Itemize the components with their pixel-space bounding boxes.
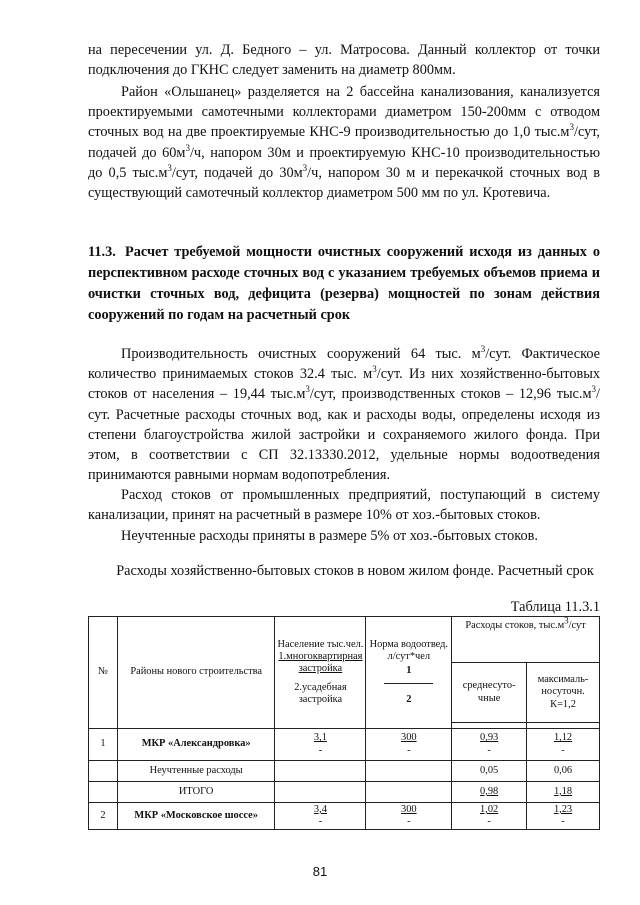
- table-number: Таблица 11.3.1: [510, 599, 600, 615]
- header-flow-title: Расходы стоков, тыс.м: [465, 620, 565, 631]
- text-segment: /сут. Из них хозяйственно-бытовых стоков от населения – 19,44 тыс.м: [88, 366, 600, 403]
- table-row: [89, 761, 600, 782]
- page-number: 81: [312, 864, 328, 879]
- superscript: 3: [480, 344, 486, 355]
- header-norm-title: Норма водоотвед. л/сут*чел: [369, 638, 449, 662]
- paragraph-text: на пересечении ул. Д. Бедного – ул. Матросова. Данный коллектор от точки подключения до ГКНС следует заменить на диаметр 800мм.: [88, 42, 600, 79]
- value: -: [561, 816, 565, 828]
- row-norm: [366, 803, 452, 830]
- paragraph-text: Расход стоков от промышленных предприятий, поступающий в систему канализации, принят на расчетный в размере 10% от хоз.-бытовых стоков.: [88, 487, 600, 524]
- paragraph-industrial: [88, 485, 600, 525]
- row-maximum: 0,06: [527, 761, 600, 782]
- row-population: [275, 803, 366, 830]
- text-segment: /сут, подачей до 30м: [171, 164, 303, 181]
- value: -: [487, 744, 491, 756]
- value: 1,12: [553, 732, 573, 744]
- text-segment: Район «Ольшанец» разделяется на 2 бассейна канализования, канализуется проектируемыми самотечными коллекторами диаметром 150-200мм с отводом сточных вод на две проектируемые КНС-9 производительностью до 1,0 тыс.м: [88, 84, 600, 141]
- paragraph-olshanets: [88, 82, 600, 203]
- header-norm-2: 2: [406, 694, 412, 706]
- table-caption: Расходы хозяйственно-бытовых стоков в новом жилом фонде. Расчетный срок: [116, 563, 594, 579]
- value: -: [407, 816, 411, 828]
- value: 0,93: [480, 732, 499, 744]
- header-flow: [452, 617, 600, 663]
- value: -: [487, 816, 491, 828]
- header-pop-title: Население тыс.чел.: [277, 638, 364, 650]
- row-maximum: [527, 803, 600, 830]
- paragraph-collector: [88, 40, 600, 80]
- superscript: 3: [302, 163, 308, 174]
- header-district: Районы нового строительства: [117, 617, 275, 729]
- value: -: [318, 744, 323, 756]
- row-population: [275, 729, 366, 761]
- superscript: 3: [569, 122, 574, 133]
- value: -: [318, 816, 323, 828]
- row-average: 0,05: [452, 761, 527, 782]
- row-district: ИТОГО: [117, 782, 275, 803]
- table-header-row: [89, 617, 600, 663]
- header-pop-multi: 1.многоквартирная застройка: [278, 651, 363, 675]
- value: 1,02: [480, 804, 499, 815]
- paragraph-capacity: [88, 344, 600, 485]
- paragraph-text: Неучтенные расходы приняты в размере 5% от хоз.-бытовых стоков.: [121, 528, 538, 544]
- section-number: 11.3.: [88, 244, 116, 260]
- row-population: [275, 782, 366, 803]
- flow-table: [88, 616, 600, 830]
- superscript: 3: [185, 142, 190, 153]
- value: 300: [401, 804, 417, 815]
- row-average: 0,98: [452, 782, 527, 803]
- text-segment: Производительность очистных сооружений 64 тыс. м: [121, 346, 481, 362]
- value: 3,1: [313, 732, 327, 744]
- row-norm: [366, 782, 452, 803]
- text-segment: /ч, напором 30м и проектируемую КНС-10 производительностью до 0,5 тыс.м: [88, 144, 600, 181]
- row-district: МКР «Александровка»: [117, 729, 275, 761]
- value: -: [407, 744, 411, 756]
- row-average: [452, 729, 527, 761]
- row-num: [89, 782, 118, 803]
- header-flow-unit: /сут: [568, 620, 586, 631]
- value: -: [561, 744, 565, 756]
- row-num: 2: [89, 803, 118, 830]
- row-population: [275, 761, 366, 782]
- header-population: [275, 617, 366, 729]
- value: 1,23: [553, 804, 573, 815]
- row-num: 1: [89, 729, 118, 761]
- header-num: №: [89, 617, 118, 729]
- row-district: Неучтенные расходы: [117, 761, 275, 782]
- superscript: 3: [305, 384, 310, 395]
- paragraph-unaccounted: [88, 526, 600, 546]
- table-row: [89, 729, 600, 761]
- value: 3,4: [313, 804, 327, 815]
- header-pop-house: 2.усадебная застройка: [294, 681, 347, 705]
- superscript: 3: [167, 163, 172, 174]
- row-norm: [366, 729, 452, 761]
- superscript: 3: [372, 364, 377, 375]
- section-title: Расчет требуемой мощности очистных сооружений исходя из данных о перспективном расходе сточных вод с указанием требуемых объемов приема и очистки сточных вод, дефицита (резерва) мощностей по зонам действия сооружений по годам на расчетный срок: [88, 244, 600, 323]
- header-norm: [366, 617, 452, 729]
- table-row: [89, 803, 600, 830]
- value: 300: [401, 732, 417, 744]
- row-average: [452, 803, 527, 830]
- text-segment: /ч, напором 30 м и перекачкой сточных вод в существующий самотечный коллектор диаметром 500 мм по ул. Кротевича.: [88, 164, 600, 202]
- header-average: среднесуто-чные: [452, 663, 527, 723]
- row-maximum: 1,18: [527, 782, 600, 803]
- text-segment: /сут. Фактическое количество принимаемых стоков 32.4 тыс. м: [88, 346, 600, 383]
- section-heading: [88, 242, 600, 326]
- header-norm-1: 1: [384, 665, 433, 684]
- table-row: [89, 782, 600, 803]
- header-maximum: максималь-носуточн. К=1,2: [527, 663, 600, 723]
- superscript: 3: [591, 384, 597, 395]
- text-segment: /сут. Расчетные расходы сточных вод, как и расходы воды, определены исходя из степени благоустройства жилой застройки и сохраняемого жилого фонда. При этом, в соответствии с СП 32.13330.2012, удельные нормы водоотведения принимаются равными нормам водопотребления.: [88, 386, 600, 484]
- row-maximum: [527, 729, 600, 761]
- row-num: [89, 761, 118, 782]
- text-segment: /сут, производственных стоков – 12,96 тыс.м: [309, 386, 592, 403]
- superscript: 3: [564, 615, 569, 626]
- text-segment: /сут, подачей до 60м: [88, 124, 600, 161]
- row-norm: [366, 761, 452, 782]
- row-district: МКР «Московское шоссе»: [117, 803, 275, 830]
